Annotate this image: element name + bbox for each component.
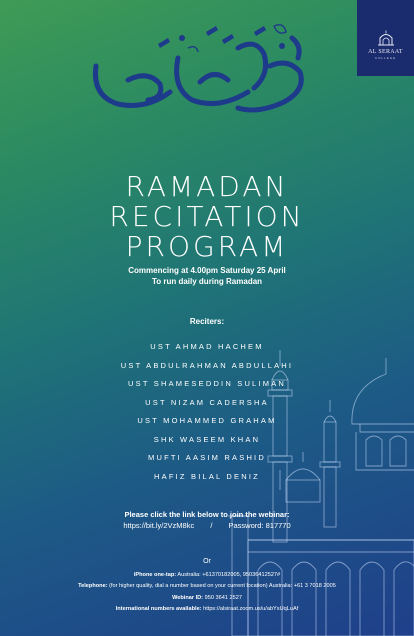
- reciter-name: UST SHAMESEDDIN SULIMAN: [128, 379, 286, 388]
- reciter-name: UST NIZAM CADERSHA: [145, 397, 269, 407]
- reciter-name: HAFIZ BILAL DENIZ: [154, 471, 260, 481]
- reciter-name: UST ABDULRAHMAN ABDULLAHI: [120, 360, 294, 370]
- mosque-emblem-icon: [377, 30, 395, 46]
- webinar-id-value: 950 3641 2527: [203, 594, 242, 601]
- telephone-row: [0, 581, 414, 592]
- international-numbers-label: International numbers available:: [115, 605, 202, 612]
- reciter-name: MUFTI AASIM RASHID: [148, 453, 266, 462]
- reciter-name: UST MOHAMMED GRAHAM: [137, 416, 277, 425]
- telephone-label: Telephone:: [78, 583, 108, 590]
- ramadan-calligraphy: [88, 18, 318, 128]
- reciters-list: [0, 343, 414, 491]
- iphone-one-tap-label: iPhone one-tap:: [133, 572, 177, 578]
- iphone-one-tap-value[interactable]: Australia: +61370182005, 95036412527#: [176, 572, 281, 578]
- webinar-id-label: Webinar ID:: [172, 594, 204, 601]
- dial-in-details: [0, 570, 414, 615]
- telephone-value: (for higher quality, dial a number based on your current location) Australia: +61 3 7018 2005: [107, 583, 336, 590]
- title-line-2: RECITATION: [109, 200, 305, 233]
- reciter-name: SHK WASEEM KHAN: [153, 434, 261, 444]
- schedule-start: Commencing at 4.00pm Saturday 25 April: [128, 266, 286, 275]
- title-line-1: RAMADAN: [125, 170, 289, 203]
- title-line-3: PROGRAM: [125, 230, 289, 263]
- reciters-heading: Reciters:: [189, 317, 225, 326]
- schedule-info: [0, 265, 414, 287]
- or-divider: Or: [203, 558, 211, 565]
- webinar-password: Password: 817770: [228, 521, 291, 530]
- iphone-one-tap-row: [0, 570, 414, 581]
- international-numbers-row: [0, 604, 414, 615]
- webinar-access: [0, 521, 414, 530]
- al-seraat-logo: [357, 0, 414, 76]
- schedule-duration: To run daily during Ramadan: [151, 277, 263, 286]
- logo-subtitle: COLLEGE: [374, 56, 397, 60]
- link-separator: /: [210, 521, 213, 530]
- webinar-link[interactable]: https://bit.ly/2VzM8kc: [123, 521, 195, 530]
- international-numbers-link[interactable]: https://alsiraat.zoom.us/u/abYsUqLuAf: [201, 605, 299, 612]
- program-title: [0, 172, 414, 262]
- webinar-id-row: [0, 593, 414, 604]
- webinar-heading: Please click the link below to join the webinar:: [124, 510, 290, 519]
- logo-name: AL SERAAT: [368, 49, 403, 55]
- reciter-name: UST AHMAD HACHEM: [150, 342, 264, 351]
